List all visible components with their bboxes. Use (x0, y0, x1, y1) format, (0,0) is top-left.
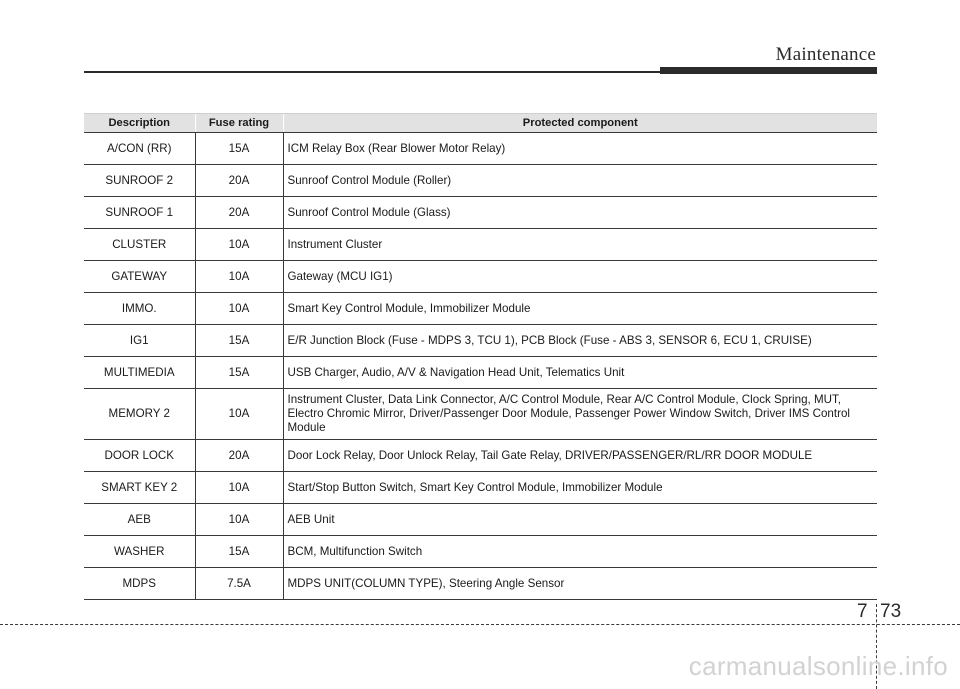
fuse-rating: 10A (195, 472, 283, 504)
fuse-rating: 10A (195, 229, 283, 261)
page-number: 73 (880, 601, 902, 622)
column-header-description: Description (84, 114, 195, 133)
fuse-description: MULTIMEDIA (84, 357, 195, 389)
protected-component: BCM, Multifunction Switch (283, 536, 877, 568)
table-row (84, 133, 877, 165)
fuse-rating: 15A (195, 133, 283, 165)
protected-component: USB Charger, Audio, A/V & Navigation Head Unit, Telematics Unit (283, 357, 877, 389)
protected-component: E/R Junction Block (Fuse - MDPS 3, TCU 1), PCB Block (Fuse - ABS 3, SENSOR 6, ECU 1, CRUISE) (283, 325, 877, 357)
fuse-description: SUNROOF 2 (84, 165, 195, 197)
table-row (84, 261, 877, 293)
table-row (84, 165, 877, 197)
chapter-number: 7 (857, 601, 868, 622)
protected-component: Start/Stop Button Switch, Smart Key Control Module, Immobilizer Module (283, 472, 877, 504)
fuse-table (84, 113, 877, 600)
table-row (84, 440, 877, 472)
table-row (84, 197, 877, 229)
column-header-fuse-rating: Fuse rating (195, 114, 283, 133)
fuse-description: GATEWAY (84, 261, 195, 293)
header-rule-accent (660, 67, 877, 74)
fuse-rating: 15A (195, 357, 283, 389)
header-rule (84, 71, 662, 73)
fuse-rating: 10A (195, 293, 283, 325)
fuse-description: DOOR LOCK (84, 440, 195, 472)
protected-component: Smart Key Control Module, Immobilizer Module (283, 293, 877, 325)
fuse-rating: 15A (195, 536, 283, 568)
fuse-description: MEMORY 2 (84, 389, 195, 440)
protected-component: Gateway (MCU IG1) (283, 261, 877, 293)
table-row (84, 568, 877, 600)
fuse-description: IG1 (84, 325, 195, 357)
table-row (84, 293, 877, 325)
watermark: carmanualsonline.info (688, 651, 948, 681)
fuse-description: A/CON (RR) (84, 133, 195, 165)
fuse-description: SUNROOF 1 (84, 197, 195, 229)
table-row (84, 389, 877, 440)
fuse-rating: 15A (195, 325, 283, 357)
protected-component: AEB Unit (283, 504, 877, 536)
protected-component: MDPS UNIT(COLUMN TYPE), Steering Angle Sensor (283, 568, 877, 600)
footer-rule (0, 624, 960, 625)
fuse-rating: 20A (195, 440, 283, 472)
protected-component: Sunroof Control Module (Glass) (283, 197, 877, 229)
fuse-description: SMART KEY 2 (84, 472, 195, 504)
fuse-table-container (84, 113, 877, 600)
fuse-description: WASHER (84, 536, 195, 568)
protected-component: Door Lock Relay, Door Unlock Relay, Tail Gate Relay, DRIVER/PASSENGER/RL/RR DOOR MODULE (283, 440, 877, 472)
column-header-protected-component: Protected component (283, 114, 877, 133)
fuse-rating: 20A (195, 197, 283, 229)
protected-component: Instrument Cluster (283, 229, 877, 261)
fuse-rating: 10A (195, 504, 283, 536)
protected-component: Sunroof Control Module (Roller) (283, 165, 877, 197)
fuse-description: CLUSTER (84, 229, 195, 261)
fuse-rating: 7.5A (195, 568, 283, 600)
protected-component: Instrument Cluster, Data Link Connector, A/C Control Module, Rear A/C Control Module, Clock Spring, MUT, Electro Chromic Mirror, Driver/Passenger Door Module, Passenger Power Window Switch, Driver IMS Control Module (283, 389, 877, 440)
protected-component: ICM Relay Box (Rear Blower Motor Relay) (283, 133, 877, 165)
table-header-row (84, 114, 877, 133)
table-row (84, 229, 877, 261)
table-row (84, 504, 877, 536)
table-row (84, 325, 877, 357)
table-row (84, 357, 877, 389)
fuse-rating: 10A (195, 261, 283, 293)
table-row (84, 536, 877, 568)
fuse-description: IMMO. (84, 293, 195, 325)
fuse-description: MDPS (84, 568, 195, 600)
fuse-rating: 10A (195, 389, 283, 440)
fuse-description: AEB (84, 504, 195, 536)
table-row (84, 472, 877, 504)
section-title: Maintenance (775, 44, 876, 65)
fuse-rating: 20A (195, 165, 283, 197)
